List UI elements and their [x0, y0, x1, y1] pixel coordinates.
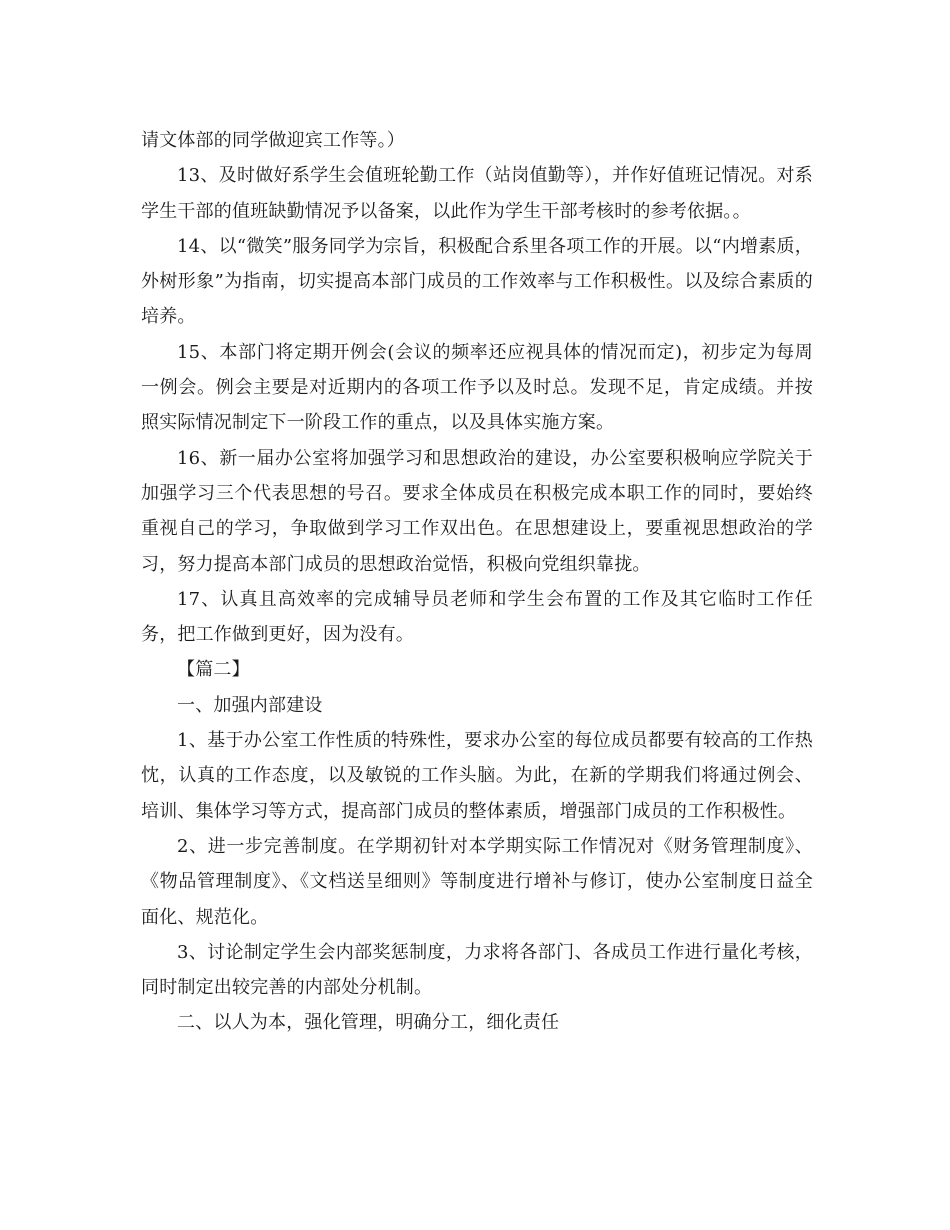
section-heading-part-two: 【篇二】 [177, 659, 250, 681]
paragraph-item-15: 15、本部门将定期开例会(会议的频率还应视具体的情况而定)，初步定为每周一例会。例会主要是对近期内的各项工作予以及时总。发现不足，肯定成绩。并按照实际情况制定下一阶段工作的重点，以及具体实施方案。 [141, 341, 813, 434]
document-body [141, 123, 813, 1041]
paragraph-item-14: 14、以“微笑”服务同学为宗旨，积极配合系里各项工作的开展。以“内增素质，外树形象”为指南，切实提高本部门成员的工作效率与工作积极性。以及综合素质的培养。 [141, 235, 813, 328]
paragraph-item-2: 2、进一步完善制度。在学期初针对本学期实际工作情况对《财务管理制度》、《物品管理制度》、《文档送呈细则》等制度进行增补与修订，使办公室制度日益全面化、规范化。 [141, 835, 813, 928]
subsection-heading-people-oriented: 二、以人为本，强化管理，明确分工，细化责任 [177, 1012, 560, 1034]
paragraph-item-1: 1、基于办公室工作性质的特殊性，要求办公室的每位成员都要有较高的工作热忱，认真的工作态度，以及敏锐的工作头脑。为此，在新的学期我们将通过例会、培训、集体学习等方式，提高部门成员的整体素质，增强部门成员的工作积极性。 [141, 730, 813, 822]
paragraph-continuation: 请文体部的同学做迎宾工作等。） [141, 130, 405, 151]
paragraph-item-3: 3、讨论制定学生会内部奖惩制度，力求将各部门、各成员工作进行量化考核，同时制定出较完善的内部处分机制。 [141, 941, 813, 999]
paragraph-item-16: 16、新一届办公室将加强学习和思想政治的建设，办公室要积极响应学院关于加强学习三个代表思想的号召。要求全体成员在积极完成本职工作的同时，要始终重视自己的学习，争取做到学习工作双出色。在思想建设上，要重视思想政治的学习，努力提高本部门成员的思想政治觉悟，积极向党组织靠拢。 [141, 447, 813, 575]
paragraph-item-13: 13、及时做好系学生会值班轮勤工作（站岗值勤等），并作好值班记情况。对系学生干部的值班缺勤情况予以备案，以此作为学生干部考核时的参考依据。。 [141, 165, 813, 222]
subsection-heading-internal-construction: 一、加强内部建设 [177, 694, 323, 716]
paragraph-item-17: 17、认真且高效率的完成辅导员老师和学生会布置的工作及其它临时工作任务，把工作做到更好，因为没有。 [141, 588, 813, 646]
